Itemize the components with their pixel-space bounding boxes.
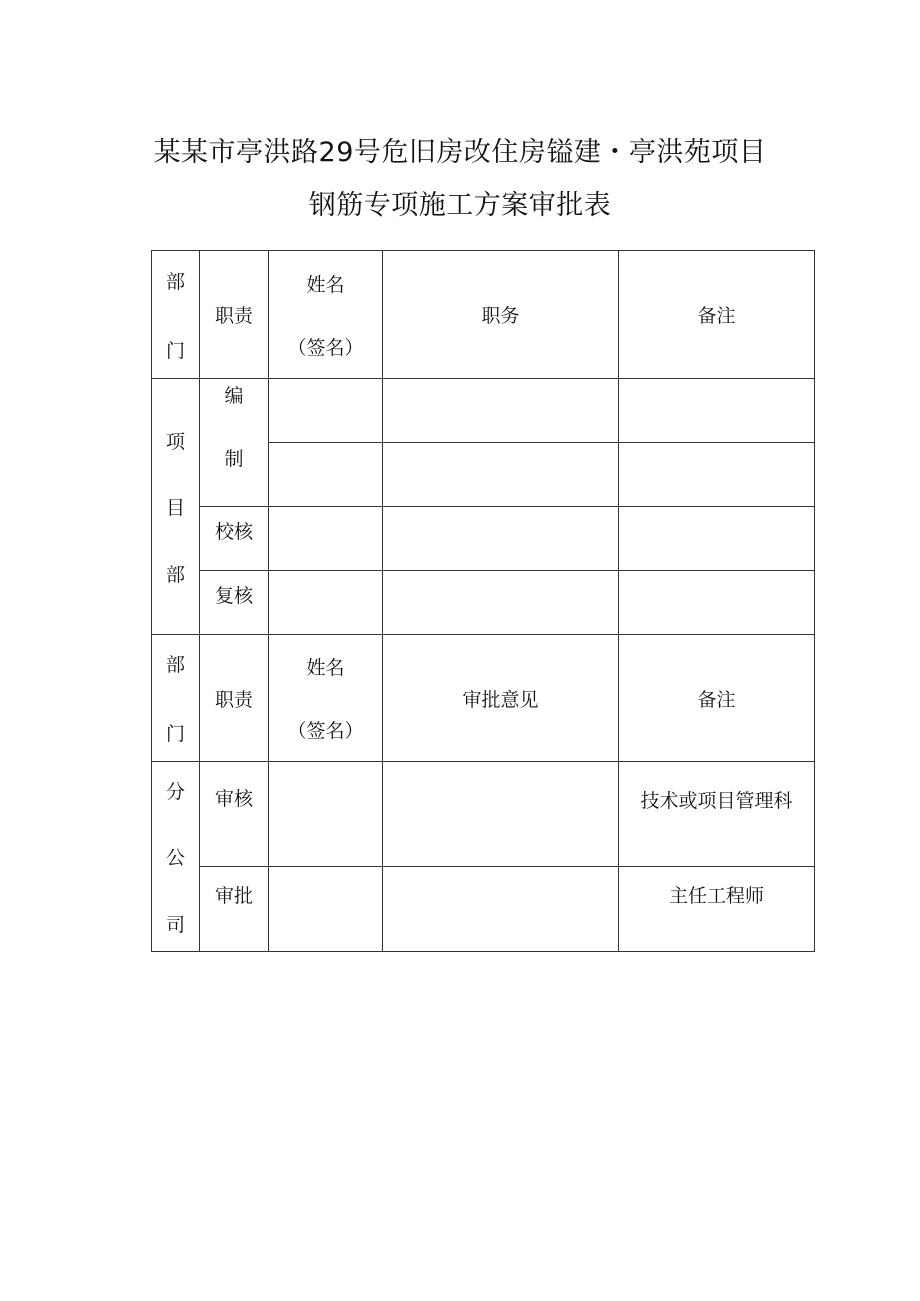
signature-field[interactable] <box>269 507 383 571</box>
remark-header-cell: 备注 <box>619 635 815 762</box>
document-subtitle: 钢筋专项施工方案审批表 <box>308 190 612 221</box>
position-field[interactable] <box>383 507 619 571</box>
approve-row <box>152 867 815 952</box>
remark-field[interactable] <box>619 571 815 635</box>
branch-dept-char: 分 <box>165 780 185 803</box>
name-header-cell <box>269 251 383 379</box>
branch-dept-char: 公 <box>165 847 185 869</box>
dept-header-cell <box>152 251 200 379</box>
remark-field[interactable] <box>619 443 815 507</box>
review-role-cell: 审核 <box>200 762 269 867</box>
remark-field[interactable] <box>619 379 815 443</box>
position-field[interactable] <box>383 571 619 635</box>
signature-header-label: （签名） <box>287 336 364 359</box>
check-role-cell: 校核 <box>200 507 269 571</box>
approval-table <box>151 250 815 952</box>
compile-char: 编 <box>224 385 244 407</box>
recheck-row <box>152 571 815 635</box>
branch-dept-char: 司 <box>165 913 185 936</box>
dept-header-char: 门 <box>165 723 185 745</box>
header-row-2 <box>152 635 815 762</box>
check-row <box>152 507 815 571</box>
opinion-field[interactable] <box>383 867 619 952</box>
signature-field[interactable] <box>269 571 383 635</box>
position-header-cell: 职务 <box>383 251 619 379</box>
document-title: 某某市亭洪路29号危旧房改住房镒建・亭洪苑项目 <box>153 137 767 168</box>
signature-field[interactable] <box>269 443 383 507</box>
signature-field[interactable] <box>269 379 383 443</box>
compile-row-1 <box>152 379 815 443</box>
name-header-cell <box>269 635 383 762</box>
compile-char: 制 <box>224 448 244 470</box>
name-header-label: 姓名 <box>306 657 345 679</box>
position-field[interactable] <box>383 443 619 507</box>
approve-remark-cell: 主任工程师 <box>619 867 815 952</box>
dept-header-char: 部 <box>165 654 185 676</box>
position-field[interactable] <box>383 379 619 443</box>
project-dept-char: 项 <box>165 430 185 453</box>
role-header-cell: 职责 <box>200 635 269 762</box>
opinion-header-cell: 审批意见 <box>383 635 619 762</box>
review-row <box>152 762 815 867</box>
signature-header-label: （签名） <box>287 720 364 742</box>
role-header-cell: 职责 <box>200 251 269 379</box>
signature-field[interactable] <box>269 762 383 867</box>
dept-header-char: 部 <box>165 270 185 293</box>
compile-role-cell <box>200 379 269 507</box>
project-dept-char: 部 <box>165 563 185 586</box>
recheck-role-cell: 复核 <box>200 571 269 635</box>
remark-field[interactable] <box>619 507 815 571</box>
project-dept-char: 目 <box>165 497 185 519</box>
branch-dept-cell <box>152 762 200 952</box>
remark-header-cell: 备注 <box>619 251 815 379</box>
dept-header-cell <box>152 635 200 762</box>
project-dept-cell <box>152 379 200 635</box>
header-row-1 <box>152 251 815 379</box>
dept-header-char: 门 <box>165 339 185 362</box>
approve-role-cell: 审批 <box>200 867 269 952</box>
opinion-field[interactable] <box>383 762 619 867</box>
name-header-label: 姓名 <box>306 273 345 296</box>
signature-field[interactable] <box>269 867 383 952</box>
review-remark-cell: 技术或项目管理科 <box>619 762 815 867</box>
